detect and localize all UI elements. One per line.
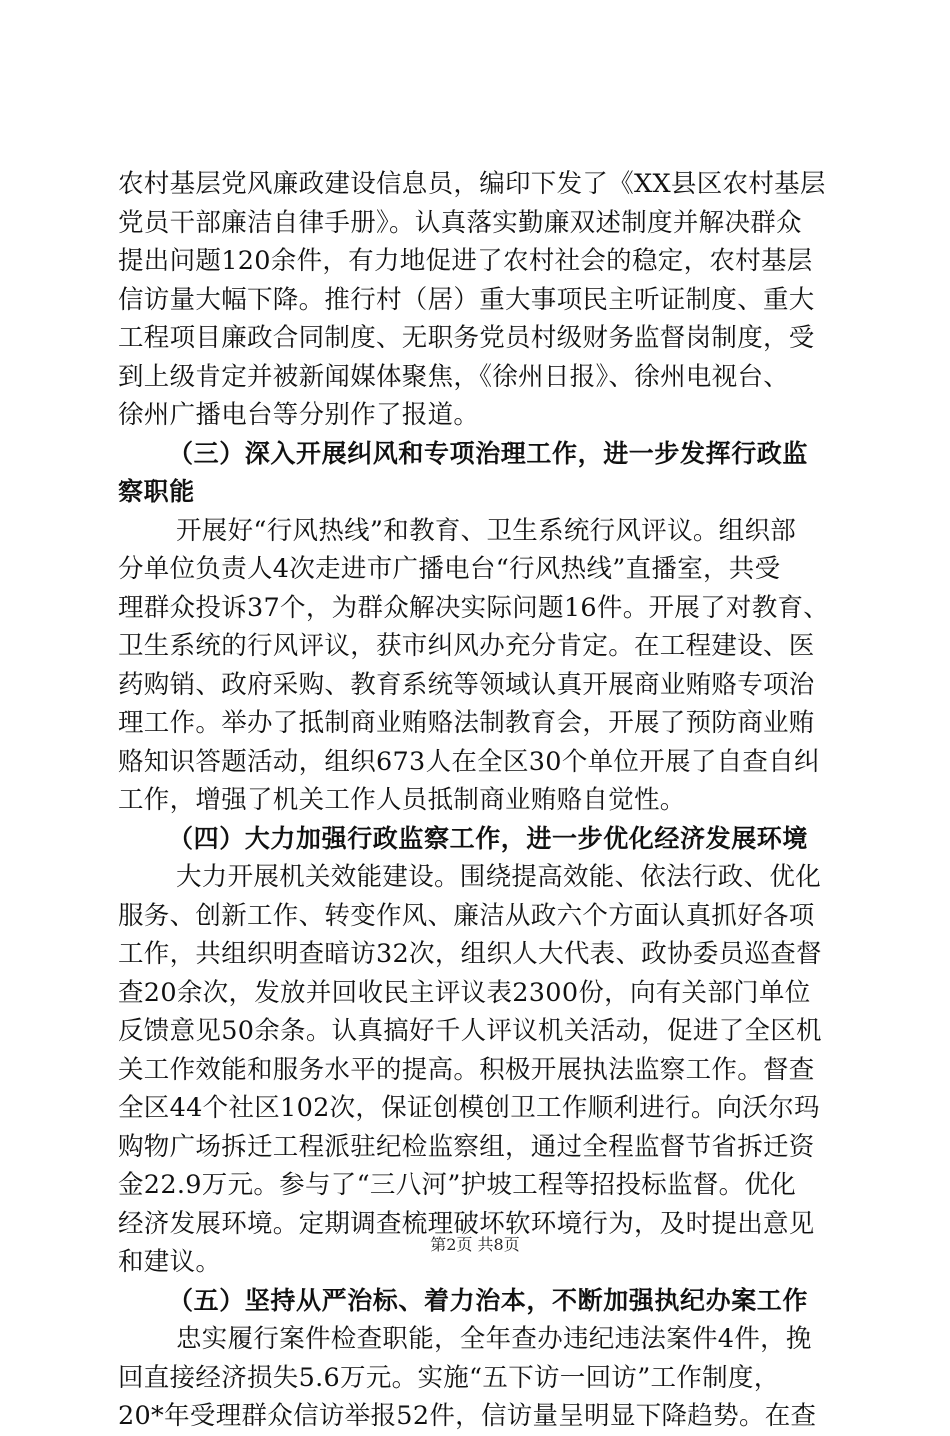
paragraph-line: 和建议。 [118, 1247, 222, 1277]
section-heading: （三）深入开展纠风和专项治理工作，进一步发挥行政监 [168, 438, 809, 468]
paragraph-line: 卫生系统的行风评议，获市纠风办充分肯定。在工程建设、医 [118, 631, 815, 661]
paragraph-line: 工作，共组织明查暗访32次，组织人大代表、政协委员巡查督 [118, 939, 822, 969]
paragraph-line: 理群众投诉37个，为群众解决实际问题16件。开展了对教育、 [118, 592, 830, 623]
section-heading: （四）大力加强行政监察工作，进一步优化经济发展环境 [168, 823, 809, 853]
paragraph-line: 全区44个社区102次，保证创模创卫工作顺利进行。向沃尔玛 [118, 1093, 820, 1123]
paragraph-first-line: 忠实履行案件检查职能，全年查办违纪违法案件4件，挽 [176, 1324, 812, 1354]
paragraph-line: 反馈意见50余条。认真搞好千人评议机关活动，促进了全区机 [118, 1016, 822, 1046]
paragraph-line: 回直接经济损失5.6万元。实施“五下访一回访”工作制度， [118, 1362, 780, 1393]
paragraph-line: 信访量大幅下降。推行村（居）重大事项民主听证制度、重大 [118, 284, 815, 315]
paragraph-first-line: 开展好“行风热线”和教育、卫生系统行风评议。组织部 [176, 515, 797, 546]
paragraph-line: 药购销、政府采购、教育系统等领域认真开展商业贿赂专项治 [118, 669, 815, 700]
paragraph-line: 服务、创新工作、转变作风、廉洁从政六个方面认真抓好各项 [118, 900, 815, 931]
paragraph-line: 提出问题120余件，有力地促进了农村社会的稳定，农村基层 [118, 246, 813, 276]
page-footer: 第2页 共8页 [430, 1235, 520, 1254]
paragraph-line: 20*年受理群众信访举报52件，信访量呈明显下降趋势。在查 [118, 1401, 817, 1431]
paragraph-line: 工程项目廉政合同制度、无职务党员村级财务监督岗制度，受 [118, 323, 815, 353]
paragraph-line: 购物广场拆迁工程派驻纪检监察组，通过全程监督节省拆迁资 [118, 1131, 815, 1162]
paragraph-line: 查20余次，发放并回收民主评议表2300份，向有关部门单位 [118, 977, 811, 1008]
paragraph-line: 经济发展环境。定期调查梳理破坏软环境行为，及时提出意见 [118, 1208, 815, 1239]
paragraph-line: 赂知识答题活动，组织673人在全区30个单位开展了自查自纠 [118, 746, 820, 777]
paragraph-line: 金22.9万元。参与了“三八河”护坡工程等招投标监督。优化 [118, 1170, 797, 1200]
paragraph-line: 农村基层党风廉政建设信息员，编印下发了《XX县区农村基层 [118, 169, 826, 199]
paragraph-line: 到上级肯定并被新闻媒体聚焦，《徐州日报》、徐州电视台、 [118, 361, 790, 392]
paragraph-line: 关工作效能和服务水平的提高。积极开展执法监察工作。督查 [118, 1054, 815, 1085]
paragraph-line: 徐州广播电台等分别作了报道。 [118, 400, 480, 430]
paragraph-line: 工作，增强了机关工作人员抵制商业贿赂自觉性。 [118, 785, 686, 815]
paragraph-line: 分单位负责人4次走进市广播电台“行风热线”直播室，共受 [118, 554, 781, 584]
paragraph-line: 党员干部廉洁自律手册》。认真落实勤廉双述制度并解决群众 [118, 207, 802, 238]
paragraph-first-line: 大力开展机关效能建设。围绕提高效能、依法行政、优化 [176, 862, 822, 892]
section-heading-continuation: 察职能 [118, 477, 195, 506]
section-heading: （五）坚持从严治标、着力治本，不断加强执纪办案工作 [168, 1285, 809, 1315]
paragraph-line: 理工作。举办了抵制商业贿赂法制教育会，开展了预防商业贿 [118, 708, 815, 738]
